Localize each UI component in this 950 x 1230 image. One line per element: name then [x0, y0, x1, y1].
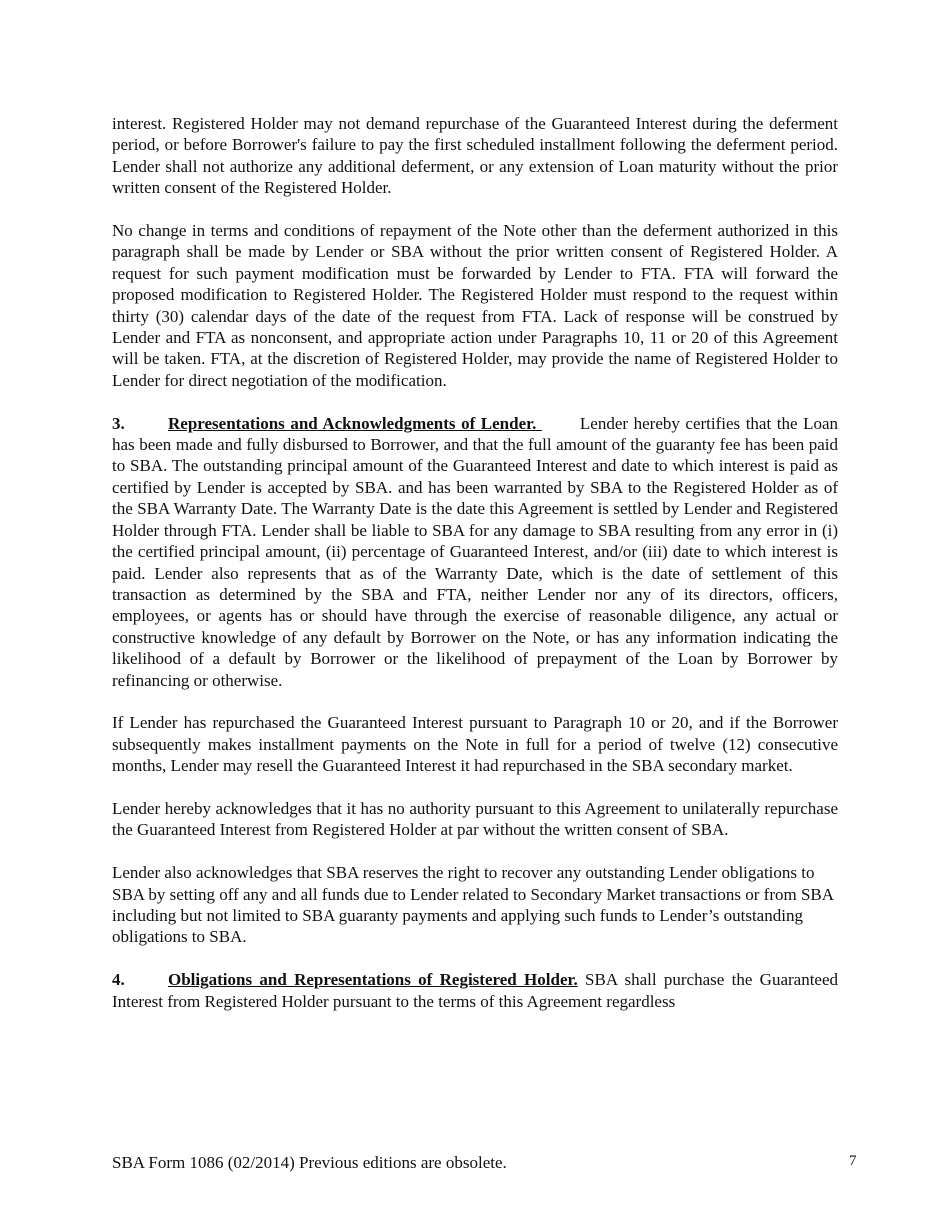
section-3-heading — [112, 414, 542, 433]
section-4-text: SBA shall purchase the Guaranteed Interest from Registered Holder pursuant to the terms of this Agreement regardless — [112, 970, 839, 1011]
footer-form-label: SBA Form 1086 (02/2014) Previous editions are obsolete. — [112, 1153, 507, 1172]
paragraph-no-change-in-terms: No change in terms and conditions of repayment of the Note other than the deferment authorized in this paragraph shall be made by Lender or SBA without the prior written consent of Registered Holder. A request for such payment modification must be forwarded by Lender to FTA. FTA will forward the proposed modification to Registered Holder. The Registered Holder must respond to the request within thirty (30) calendar days of the date of the request from FTA. Lack of response will be construed by Lender and FTA as nonconsent, and appropriate action under Paragraphs 10, 11 or 20 of this Agreement will be taken. FTA, at the discretion of Registered Holder, may provide the name of Registered Holder to Lender for direct negotiation of the modification. — [112, 221, 838, 390]
section-4-heading — [112, 970, 578, 989]
paragraph-deferment-continued: interest. Registered Holder may not demand repurchase of the Guaranteed Interest during the deferment period, or before Borrower's failure to pay the first scheduled installment following the deferment period. Lender shall not authorize any additional deferment, or any extension of Loan maturity without the prior written consent of the Registered Holder. — [112, 114, 838, 198]
paragraph-setoff: Lender also acknowledges that SBA reserves the right to recover any outstanding Lender obligations to SBA by setting off any and all funds due to Lender related to Secondary Market transactions or from SBA including but not limited to SBA guaranty payments and applying such funds to Lender’s outstanding obligations to SBA. — [112, 863, 834, 947]
page-number: 7 — [849, 1153, 857, 1169]
paragraph-no-authority: Lender hereby acknowledges that it has no authority pursuant to this Agreement to unilaterally repurchase the Guaranteed Interest from Registered Holder at par without the written consent of SBA. — [112, 798, 838, 840]
section-4-title: Obligations and Representations of Registered Holder. — [168, 970, 578, 990]
section-3-number: 3. — [112, 413, 125, 433]
paragraph-resell: If Lender has repurchased the Guaranteed Interest pursuant to Paragraph 10 or 20, and if the Borrower subsequently makes installment payments on the Note in full for a period of twelve (12) consecutive months, Lender may resell the Guaranteed Interest it had repurchased in the SBA secondary market. — [112, 713, 838, 776]
document-body — [112, 113, 838, 1033]
section-3 — [112, 413, 838, 691]
section-4-number: 4. — [112, 970, 125, 990]
section-3-text: Lender hereby certifies that the Loan has been made and fully disbursed to Borrower, and that the full amount of the guaranty fee has been paid to SBA. The outstanding principal amount of the Guaranteed Interest and date to which interest is paid as certified by Lender is accepted by SBA. and has been warranted by SBA to the Registered Holder as of the SBA Warranty Date. The Warranty Date is the date this Agreement is settled by Lender and Registered Holder through FTA. Lender shall be liable to SBA for any damage to SBA resulting from any error in (i) the certified principal amount, (ii) percentage of Guaranteed Interest, and/or (iii) date to which interest is paid. Lender also represents that as of the Warranty Date, which is the date of settlement of this transaction as determined by the SBA and FTA, neither Lender nor any of its directors, officers, employees, or agents has or should have through the exercise of reasonable diligence, any actual or constructive knowledge of any default by Borrower on the Note, or has any information indicating the likelihood of a default by Borrower or the likelihood of prepayment of the Loan by Borrower by refinancing or otherwise. — [112, 413, 838, 690]
section-3-title: Representations and Acknowledgments of Lender. — [168, 413, 542, 433]
section-4 — [112, 969, 838, 1012]
